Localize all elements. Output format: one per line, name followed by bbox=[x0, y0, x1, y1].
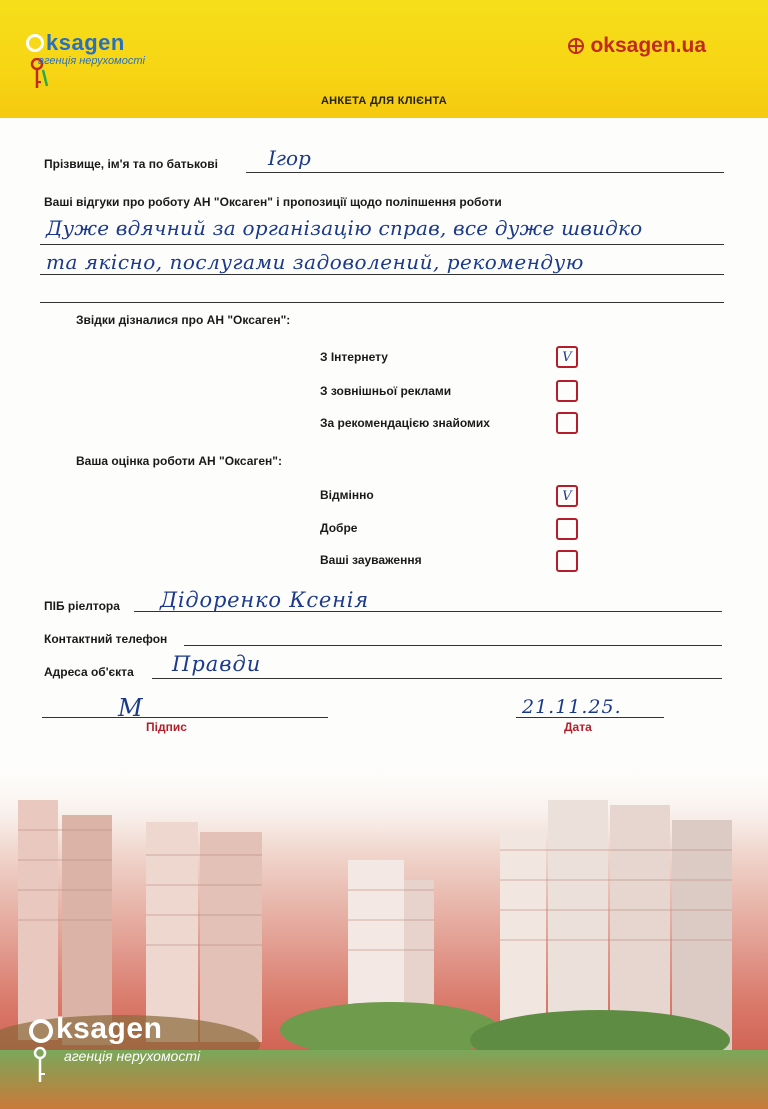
rating-option-good-label: Добре bbox=[320, 521, 358, 535]
date-value[interactable]: 21.11.25. bbox=[522, 696, 622, 718]
source-question-label: Звідки дізналися про АН "Оксаген": bbox=[76, 313, 291, 327]
realtor-label: ПІБ ріелтора bbox=[44, 599, 120, 613]
rating-option-remarks-checkbox[interactable] bbox=[556, 550, 578, 572]
header-logo bbox=[26, 30, 125, 56]
website-link[interactable] bbox=[568, 34, 706, 58]
logo-ring-icon bbox=[26, 34, 44, 52]
rating-option-good-checkbox[interactable] bbox=[556, 518, 578, 540]
phone-label: Контактний телефон bbox=[44, 632, 168, 646]
signature-line bbox=[42, 717, 328, 718]
feedback-line-2[interactable]: та якісно, послугами задоволений, рекомендую bbox=[46, 250, 584, 274]
name-value[interactable]: Ігор bbox=[268, 146, 311, 170]
logo-tagline: агенція нерухомості bbox=[38, 55, 145, 67]
footer-logo bbox=[28, 1012, 201, 1064]
feedback-label: Ваші відгуки про роботу АН "Оксаген" і пропозиції щодо поліпшення роботи bbox=[44, 195, 502, 209]
phone-line bbox=[184, 645, 722, 646]
address-label: Адреса об'єкта bbox=[44, 665, 134, 679]
feedback-line-1[interactable]: Дуже вдячний за організацію справ, все дуже швидко bbox=[46, 216, 643, 240]
address-line bbox=[152, 678, 722, 679]
rating-question-label: Ваша оцінка роботи АН "Оксаген": bbox=[76, 454, 282, 468]
footer-logo-wordmark: ksagen bbox=[56, 1012, 163, 1045]
source-option-referral-label: За рекомендацією знайомих bbox=[320, 416, 490, 430]
rating-option-excellent-label: Відмінно bbox=[320, 488, 374, 502]
rating-option-excellent-checkbox[interactable]: V bbox=[556, 485, 578, 507]
website-text: oksagen.ua bbox=[590, 34, 706, 57]
rating-option-remarks-label: Ваші зауваження bbox=[320, 553, 422, 567]
signature-label: Підпис bbox=[146, 720, 187, 734]
source-option-referral-checkbox[interactable] bbox=[556, 412, 578, 434]
source-option-internet-checkbox[interactable]: V bbox=[556, 346, 578, 368]
signature-value[interactable]: М bbox=[118, 694, 143, 722]
footer-logo-tagline: агенція нерухомості bbox=[64, 1048, 201, 1064]
date-label: Дата bbox=[564, 720, 592, 734]
form-title: АНКЕТА ДЛЯ КЛІЄНТА bbox=[320, 95, 448, 107]
globe-icon bbox=[568, 38, 584, 54]
address-value[interactable]: Правди bbox=[172, 652, 262, 676]
feedback-rule-1 bbox=[40, 244, 724, 245]
logo-ring-icon bbox=[28, 1018, 54, 1044]
source-option-internet-label: З Інтернету bbox=[320, 350, 388, 364]
feedback-rule-3 bbox=[40, 302, 724, 303]
feedback-rule-2 bbox=[40, 274, 724, 275]
source-option-ads-checkbox[interactable] bbox=[556, 380, 578, 402]
logo-wordmark: ksagen bbox=[46, 30, 125, 55]
source-option-ads-label: З зовнішньої реклами bbox=[320, 384, 452, 398]
realtor-value[interactable]: Дідоренко Ксенія bbox=[160, 588, 369, 612]
name-line bbox=[246, 172, 724, 173]
keys-icon bbox=[32, 1046, 54, 1086]
name-label: Прізвище, ім'я та по батькові bbox=[44, 157, 218, 171]
